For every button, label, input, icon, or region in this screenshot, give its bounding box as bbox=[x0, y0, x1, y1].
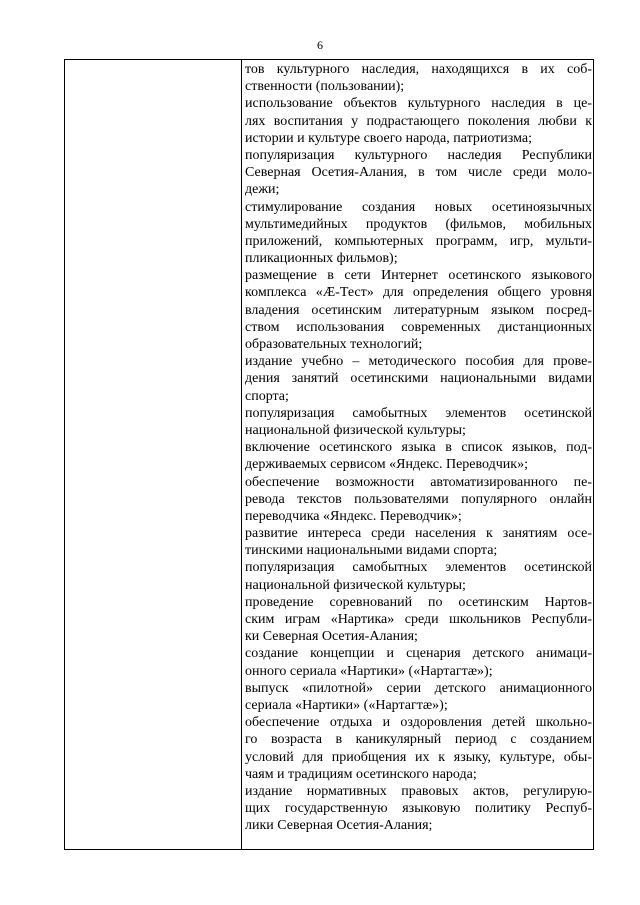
text-line: пликационных фильмов); bbox=[245, 251, 398, 267]
document-table bbox=[64, 59, 594, 850]
text-line: образовательных технологий; bbox=[245, 337, 423, 352]
text-line: го возраста в каникулярный период с созданием bbox=[245, 732, 592, 748]
column-divider bbox=[241, 60, 242, 849]
text-line: обеспечение возможности автоматизированного пе- bbox=[245, 474, 592, 490]
text-line: обеспечение отдыха и оздоровления детей школьно- bbox=[245, 715, 592, 731]
text-line: размещение в сети Интернет осетинского языкового bbox=[245, 268, 592, 284]
text-line: держиваемых сервисом «Яндекс. Переводчик»; bbox=[245, 457, 528, 473]
text-line: ревода текстов пользователями популярного онлайн bbox=[245, 491, 592, 507]
text-line: переводчика «Яндекс. Переводчик»; bbox=[245, 508, 462, 524]
text-line: дежи; bbox=[245, 182, 280, 198]
text-line: тинскими национальными видами спорта; bbox=[245, 543, 498, 559]
measures-text-column bbox=[245, 61, 592, 834]
text-line: мультимедийных продуктов (фильмов, мобильных bbox=[245, 216, 592, 232]
text-line: дения занятий осетинскими национальными видами bbox=[245, 371, 592, 387]
text-line: приложений, компьютерных программ, игр, мульти- bbox=[245, 233, 592, 249]
text-line: ственности (пользовании); bbox=[245, 79, 405, 95]
text-line: ством использования современных дистанционных bbox=[245, 319, 592, 335]
text-line: развитие интереса среди населения к занятиям осе- bbox=[245, 526, 592, 542]
text-line: популяризация культурного наследия Республики bbox=[245, 147, 592, 163]
text-line: сериала «Нартики» («Нартагтæ»); bbox=[245, 697, 448, 713]
text-line: издание учебно – методического пособия для прове- bbox=[245, 354, 592, 370]
text-line: включение осетинского языка в список языков, под- bbox=[245, 440, 592, 456]
text-line: истории и культуре своего народа, патриотизма; bbox=[245, 130, 532, 146]
text-line: ским играм «Нартика» среди школьников Республи- bbox=[245, 612, 592, 627]
text-line: национальной физической культуры; bbox=[245, 577, 466, 593]
text-line: лики Северная Осетия-Алания; bbox=[245, 818, 433, 834]
text-line: выпуск «пилотной» серии детского анимационного bbox=[245, 680, 592, 696]
text-line: создание концепции и сценария детского анимаци- bbox=[245, 646, 592, 662]
text-line: условий для приобщения их к языку, культуре, обы- bbox=[245, 749, 592, 765]
text-line: использование объектов культурного наследия в це- bbox=[245, 96, 592, 112]
text-line: Северная Осетия-Алания, в том числе среди моло- bbox=[245, 165, 592, 181]
text-line: популяризация самобытных элементов осетинской bbox=[245, 560, 592, 576]
text-line: чаям и традициям осетинского народа; bbox=[245, 766, 477, 782]
text-line: онного сериала «Нартики» («Нартагтæ»); bbox=[245, 663, 493, 679]
text-line: национальной физической культуры; bbox=[245, 422, 466, 438]
text-line: проведение соревнований по осетинским Нартов- bbox=[245, 594, 592, 610]
text-line: комплекса «Æ-Тест» для определения общего уровня bbox=[245, 285, 592, 301]
text-line: щих государственную языковую политику Респуб- bbox=[245, 801, 592, 817]
text-line: ки Северная Осетия-Алания; bbox=[245, 629, 418, 645]
text-line: популяризация самобытных элементов осетинской bbox=[245, 405, 592, 421]
text-line: лях воспитания у подрастающего поколения любви к bbox=[245, 113, 592, 129]
text-line: спорта; bbox=[245, 388, 289, 404]
text-line: владения осетинским литературным языком посред- bbox=[245, 302, 592, 318]
text-line: тов культурного наследия, находящихся в их соб- bbox=[245, 62, 592, 77]
text-line: стимулирование создания новых осетиноязычных bbox=[245, 199, 592, 215]
text-line: издание нормативных правовых актов, регулирую- bbox=[245, 783, 592, 799]
page-number: 6 bbox=[317, 38, 323, 52]
